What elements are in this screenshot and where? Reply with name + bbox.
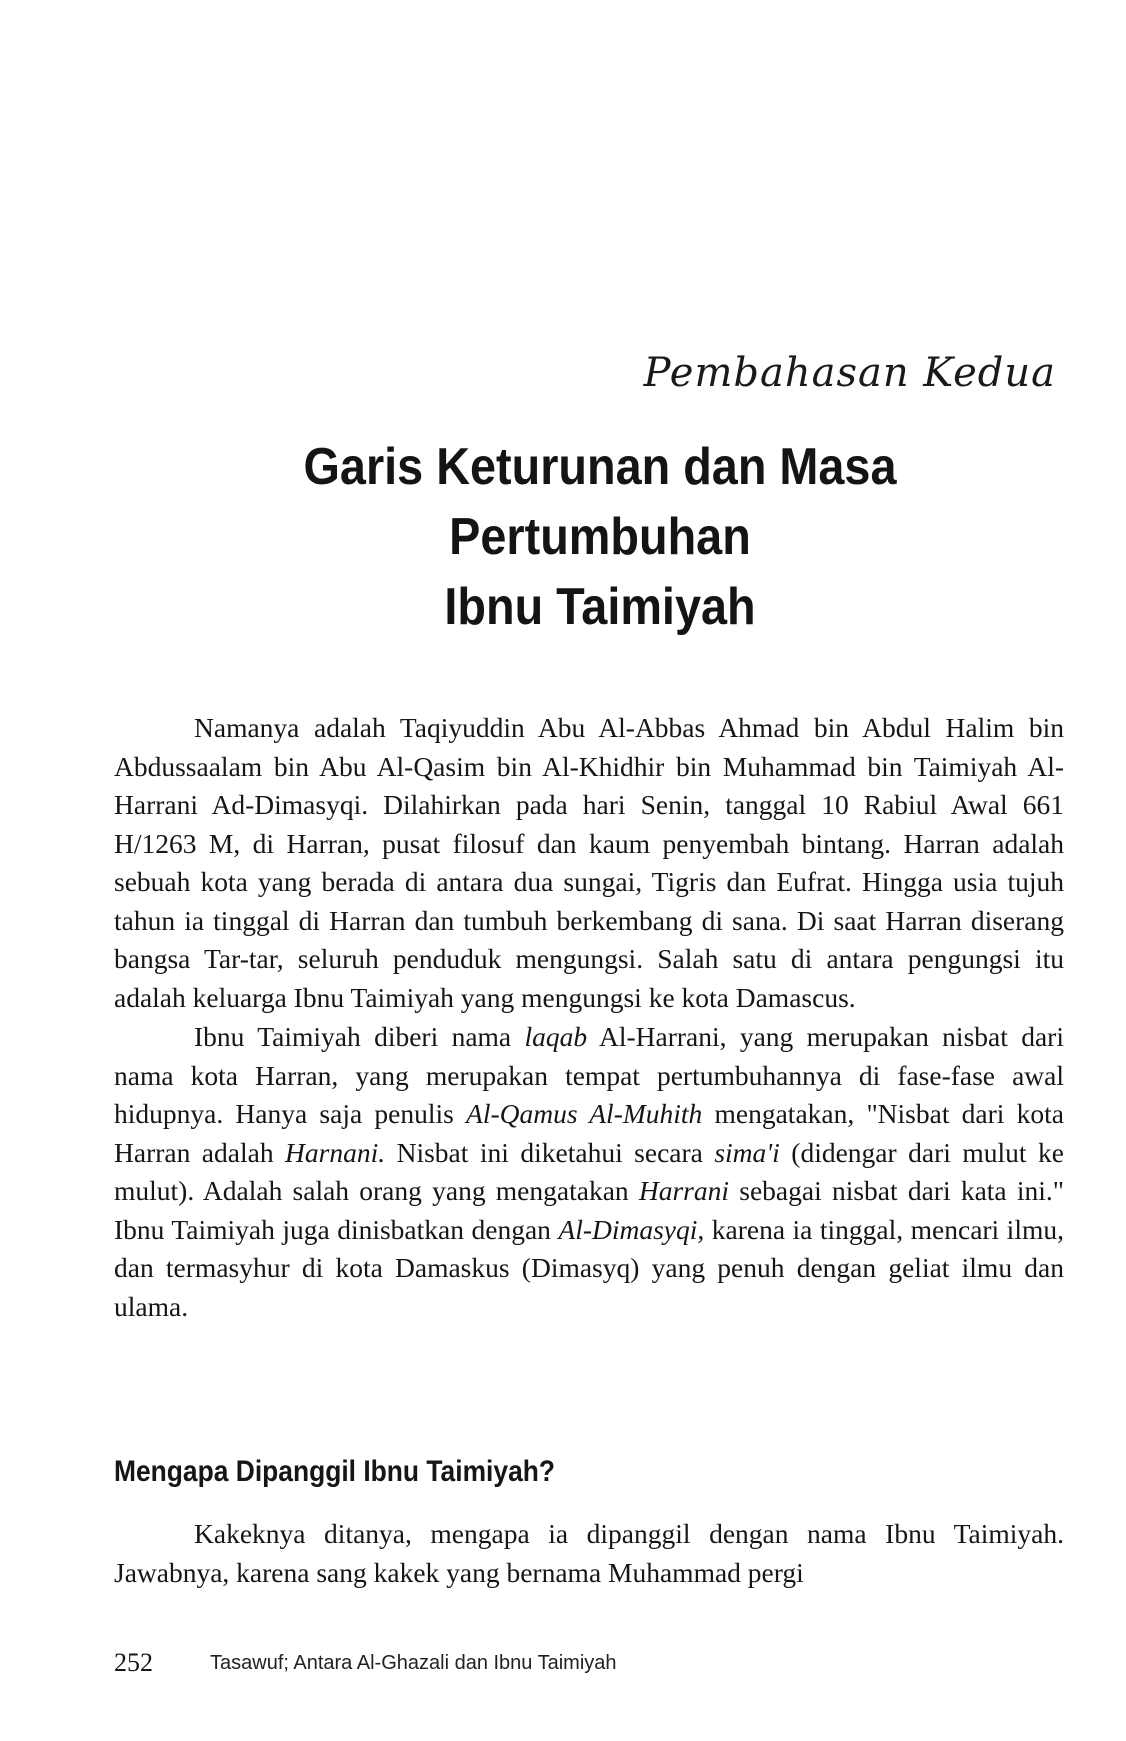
section-heading: Mengapa Dipanggil Ibnu Taimiyah? — [114, 1455, 556, 1488]
italic-term: Al-Dimasyqi, — [558, 1213, 705, 1245]
italic-term: laqab — [524, 1021, 588, 1052]
paragraph-1: Namanya adalah Taqiyuddin Abu Al-Abbas Ahmad bin Abdul Halim bin Abdussaalam bin Abu Al-Qasim bin Al-Khidhir bin Muhammad bin Taimiyah Al-Harrani Ad-Dimasyqi. Dilahirkan pada hari Senin, tanggal 10 Rabiul Awal 661 H/1263 M, di Harran, pusat filosuf dan kaum penyembah bintang. Harran adalah sebuah kota yang berada di antara dua sungai, Tigris dan Eufrat. Hingga usia tujuh tahun ia tinggal di Harran dan tumbuh berkembang di sana. Di saat Harran diserang bangsa Tar-tar, seluruh penduduk mengungsi. Salah satu di antara pengungsi itu adalah keluarga Ibnu Taimiyah yang mengungsi ke kota Damascus. — [114, 712, 1064, 1013]
chapter-title — [159, 432, 1041, 642]
chapter-title-line-1: Garis Keturunan dan Masa Pertumbuhan — [303, 438, 897, 566]
paragraph-2-text: karena ia tinggal, mencari ilmu, dan termasyhur di kota Damaskus (Dimasyq) yang penuh dengan geliat ilmu dan ulama. — [114, 1213, 1064, 1322]
italic-term: sima'i — [714, 1136, 780, 1168]
italic-term: Harnani. — [285, 1136, 386, 1168]
chapter-title-line-2: Ibnu Taimiyah — [444, 578, 756, 636]
italic-term: Al-Qamus Al-Muhith — [466, 1098, 703, 1129]
section-body — [114, 1515, 1064, 1592]
chapter-label: Pembahasan Kedua — [643, 350, 1056, 396]
paragraph-2-text: Ibnu Taimiyah diberi nama — [194, 1021, 525, 1052]
page-number: 252 — [114, 1648, 153, 1677]
paragraph-2-text: (didengar dari mulut ke mulut). Adalah salah orang yang mengatakan — [114, 1136, 1064, 1206]
paragraph-2-text: sebagai nisbat dari kata ini." Ibnu Taimiyah juga dinisbatkan dengan — [114, 1175, 1064, 1245]
paragraph-2-text: mengatakan, "Nisbat dari kota Harran adalah — [114, 1098, 1064, 1168]
paragraph-2-text: Nisbat ini diketahui secara — [385, 1136, 715, 1168]
paragraph-2 — [114, 1018, 1064, 1326]
italic-term: Harrani — [638, 1175, 730, 1206]
running-title: Tasawuf; Antara Al-Ghazali dan Ibnu Taimiyah — [210, 1652, 617, 1674]
paragraph-2-text: Al-Harrani, yang merupakan nisbat dari nama kota Harran, yang merupakan tempat pertumbuhannya di fase-fase awal hidupnya. Hanya saja penulis — [114, 1021, 1064, 1129]
page-footer — [114, 1648, 617, 1678]
main-body — [114, 709, 1064, 1326]
paragraph-3: Kakeknya ditanya, mengapa ia dipanggil dengan nama Ibnu Taimiyah. Jawabnya, karena sang kakek yang bernama Muhammad pergi — [114, 1518, 1064, 1588]
